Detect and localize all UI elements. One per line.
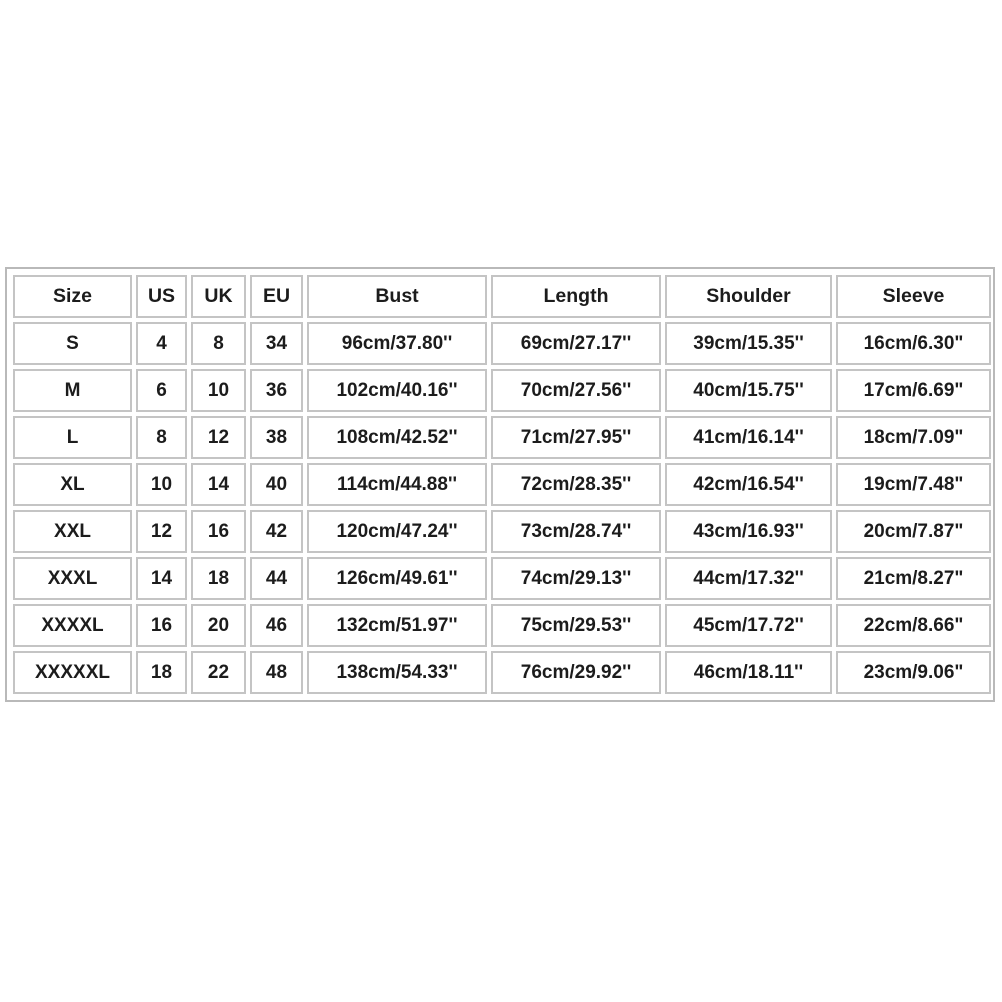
cell-bust: 120cm/47.24'' [307,510,487,553]
cell-length: 70cm/27.56'' [491,369,661,412]
cell-eu: 44 [250,557,303,600]
cell-us: 12 [136,510,187,553]
cell-uk: 8 [191,322,246,365]
cell-length: 73cm/28.74'' [491,510,661,553]
cell-us: 14 [136,557,187,600]
cell-length: 71cm/27.95'' [491,416,661,459]
cell-eu: 46 [250,604,303,647]
table-row [13,557,991,600]
cell-eu: 38 [250,416,303,459]
header-bust: Bust [307,275,487,318]
cell-sleeve: 16cm/6.30" [836,322,991,365]
cell-bust: 114cm/44.88'' [307,463,487,506]
cell-bust: 96cm/37.80'' [307,322,487,365]
cell-shoulder: 41cm/16.14'' [665,416,832,459]
cell-sleeve: 21cm/8.27" [836,557,991,600]
header-shoulder: Shoulder [665,275,832,318]
cell-sleeve: 19cm/7.48" [836,463,991,506]
cell-uk: 14 [191,463,246,506]
cell-length: 75cm/29.53'' [491,604,661,647]
table-row [13,463,991,506]
cell-shoulder: 46cm/18.11'' [665,651,832,694]
header-eu: EU [250,275,303,318]
header-length: Length [491,275,661,318]
cell-sleeve: 17cm/6.69" [836,369,991,412]
cell-uk: 10 [191,369,246,412]
table-row [13,369,991,412]
cell-size: XXL [13,510,132,553]
cell-length: 74cm/29.13'' [491,557,661,600]
cell-us: 16 [136,604,187,647]
cell-length: 69cm/27.17'' [491,322,661,365]
cell-shoulder: 43cm/16.93'' [665,510,832,553]
cell-us: 18 [136,651,187,694]
cell-bust: 126cm/49.61'' [307,557,487,600]
cell-us: 8 [136,416,187,459]
cell-eu: 48 [250,651,303,694]
table-row [13,604,991,647]
header-size: Size [13,275,132,318]
cell-length: 76cm/29.92'' [491,651,661,694]
size-chart-table [9,271,995,698]
cell-uk: 12 [191,416,246,459]
table-row [13,651,991,694]
cell-size: M [13,369,132,412]
table-row [13,510,991,553]
cell-shoulder: 44cm/17.32'' [665,557,832,600]
cell-length: 72cm/28.35'' [491,463,661,506]
cell-uk: 18 [191,557,246,600]
header-row [13,275,991,318]
cell-shoulder: 40cm/15.75'' [665,369,832,412]
header-us: US [136,275,187,318]
cell-sleeve: 23cm/9.06" [836,651,991,694]
cell-size: XL [13,463,132,506]
cell-sleeve: 20cm/7.87" [836,510,991,553]
cell-us: 4 [136,322,187,365]
size-chart [5,267,995,702]
cell-size: XXXL [13,557,132,600]
cell-bust: 102cm/40.16'' [307,369,487,412]
cell-bust: 138cm/54.33'' [307,651,487,694]
cell-uk: 20 [191,604,246,647]
cell-sleeve: 18cm/7.09" [836,416,991,459]
header-sleeve: Sleeve [836,275,991,318]
cell-eu: 36 [250,369,303,412]
cell-shoulder: 42cm/16.54'' [665,463,832,506]
table-row [13,416,991,459]
cell-eu: 34 [250,322,303,365]
cell-eu: 40 [250,463,303,506]
cell-shoulder: 39cm/15.35'' [665,322,832,365]
cell-shoulder: 45cm/17.72'' [665,604,832,647]
cell-size: XXXXXL [13,651,132,694]
cell-uk: 22 [191,651,246,694]
cell-bust: 108cm/42.52'' [307,416,487,459]
cell-us: 10 [136,463,187,506]
cell-eu: 42 [250,510,303,553]
cell-bust: 132cm/51.97'' [307,604,487,647]
cell-uk: 16 [191,510,246,553]
header-uk: UK [191,275,246,318]
cell-size: XXXXL [13,604,132,647]
cell-sleeve: 22cm/8.66" [836,604,991,647]
cell-size: S [13,322,132,365]
cell-size: L [13,416,132,459]
cell-us: 6 [136,369,187,412]
table-row [13,322,991,365]
